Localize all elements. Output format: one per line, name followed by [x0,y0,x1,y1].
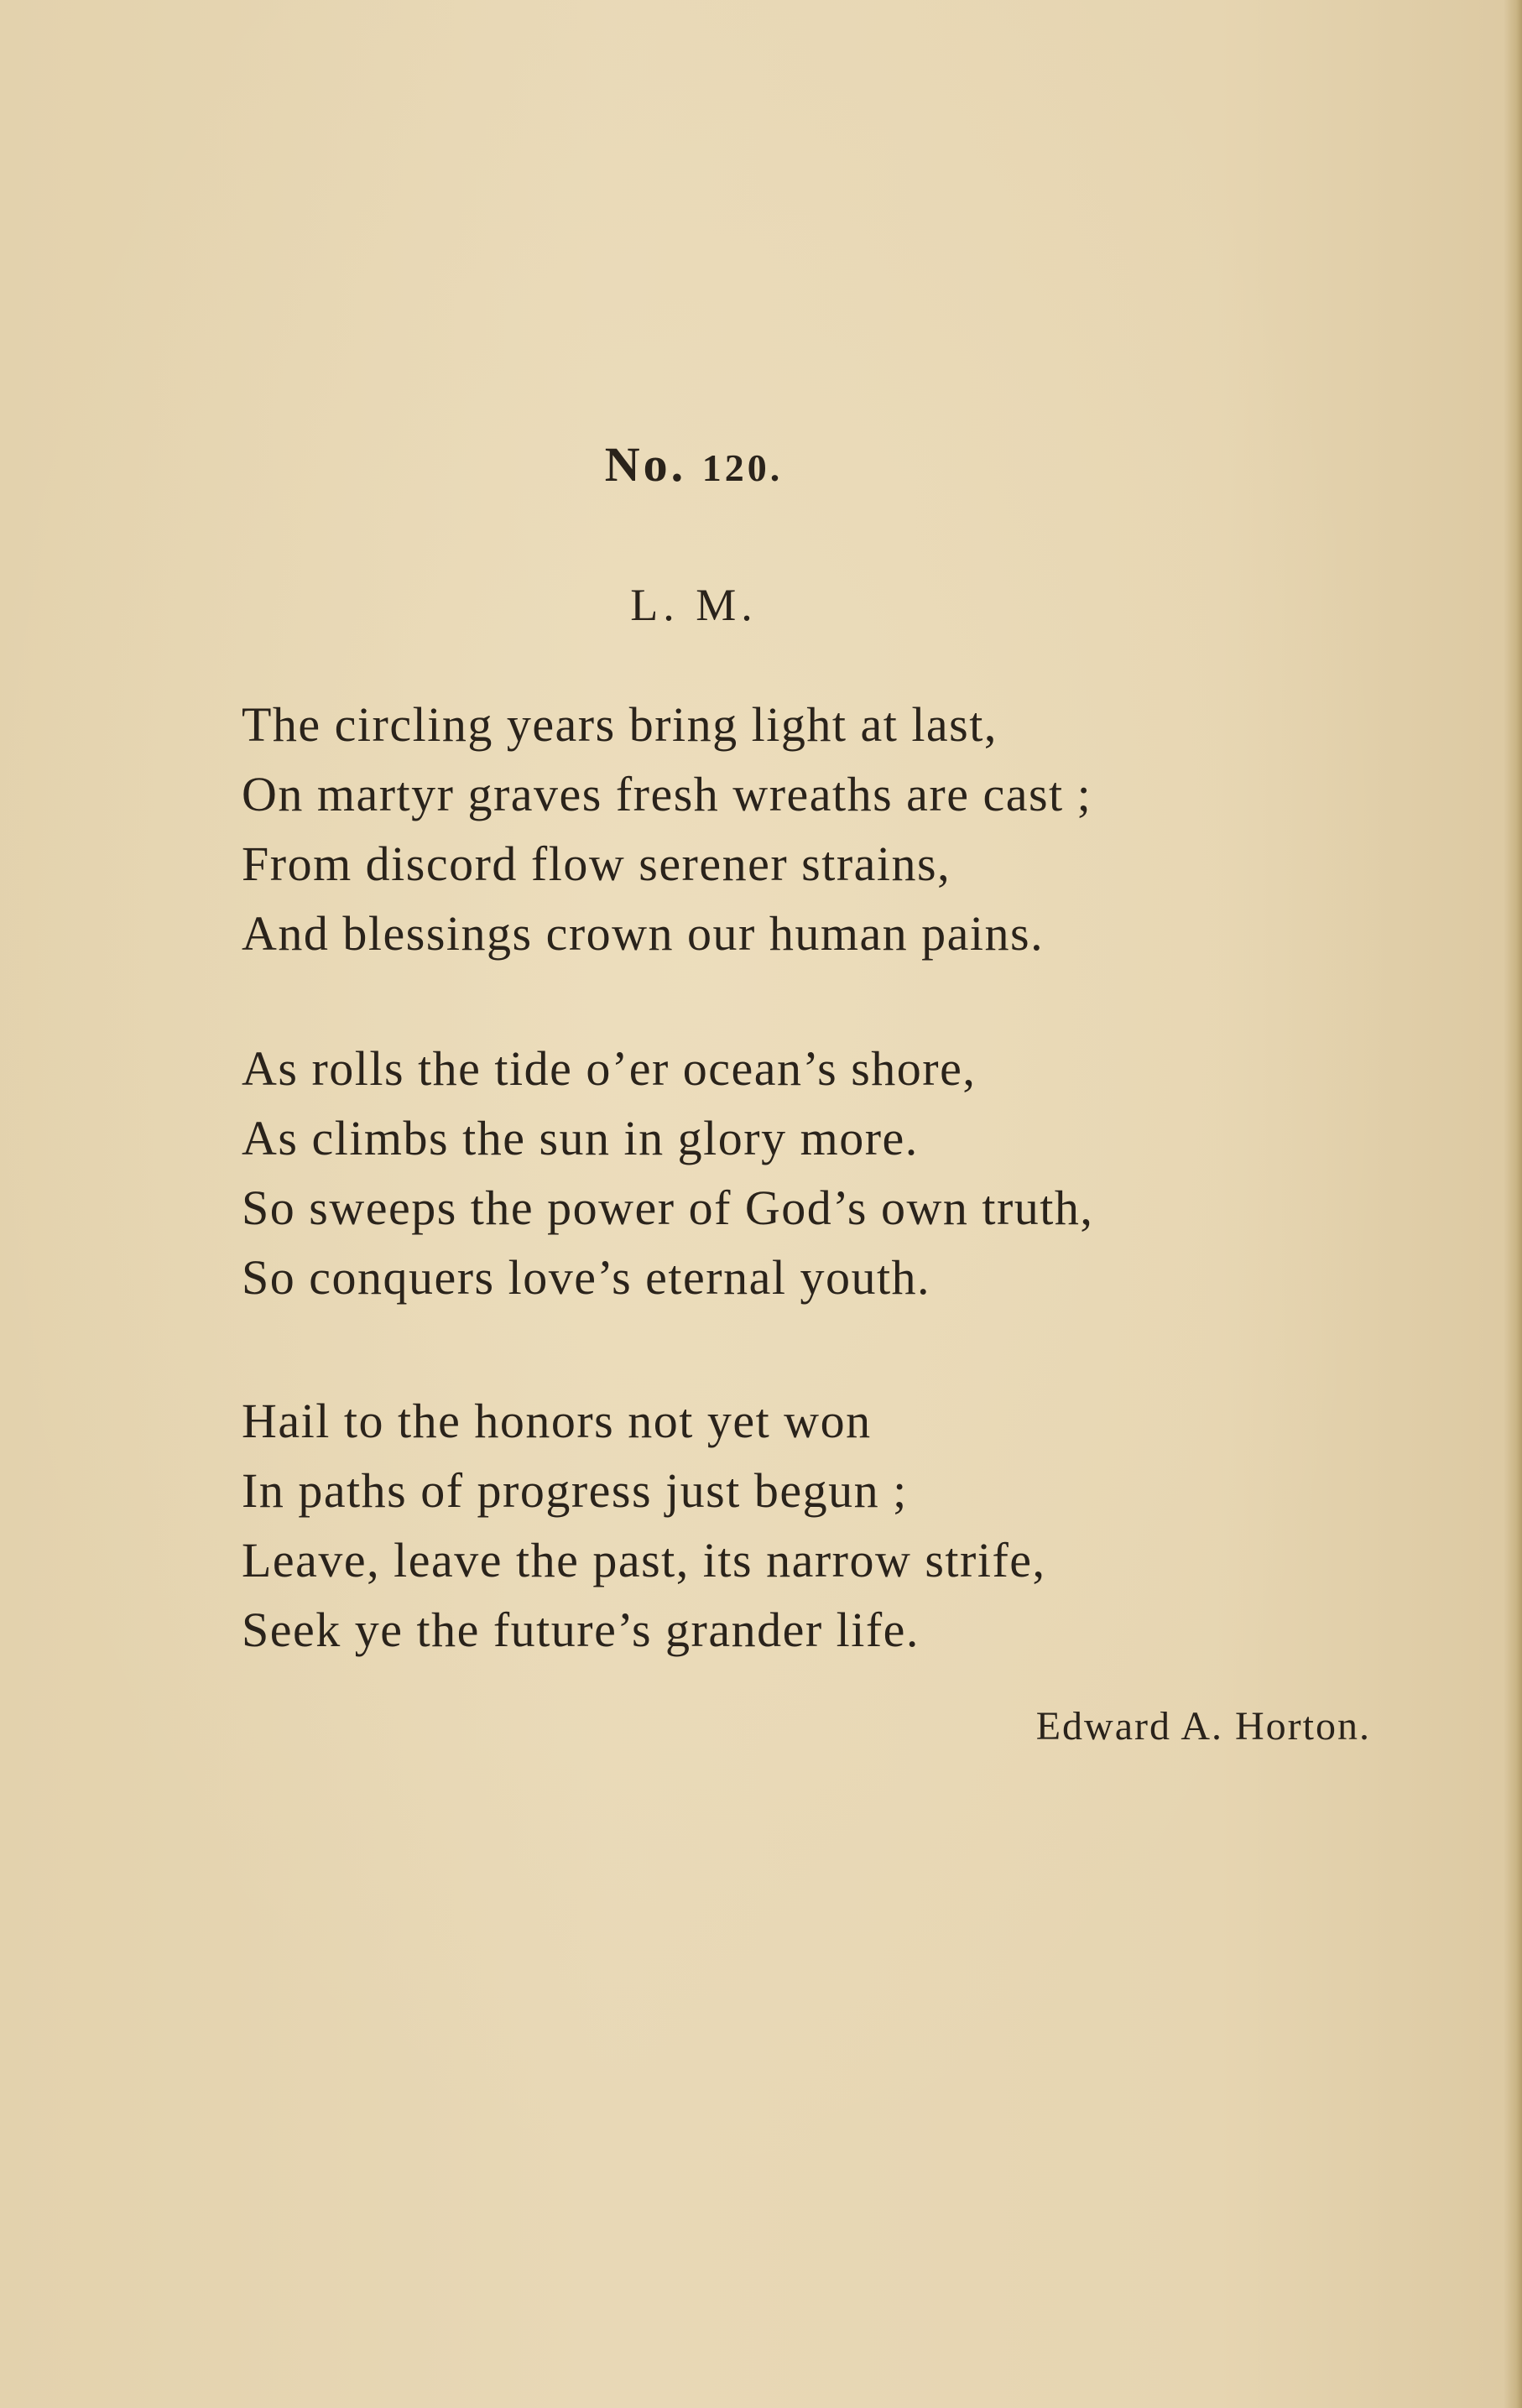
verse-line: On martyr graves fresh wreaths are cast ; [242,767,1092,821]
page-edge-shadow [1504,0,1522,2408]
stanza-2 [242,1034,1416,1312]
hymn-number [0,436,1455,493]
verse-line: As rolls the tide o’er ocean’s shore, [242,1041,977,1096]
author-attribution: Edward A. Horton. [1035,1704,1371,1749]
verse-line: And blessings crown our human pains. [242,906,1045,961]
stanza-1 [242,690,1416,968]
verse-line: So conquers love’s eternal youth. [242,1250,931,1305]
verse-line: The circling years bring light at last, [242,697,998,752]
verse-line: As climbs the sun in glory more. [242,1111,919,1165]
stanza-3 [242,1386,1416,1665]
verse-line: Hail to the honors not yet won [242,1394,872,1448]
hymn-number-value: 120. [701,446,784,489]
verse-line: In paths of progress just begun ; [242,1463,908,1518]
verse-line: Leave, leave the past, its narrow strife, [242,1533,1046,1587]
verse-line: So sweeps the power of God’s own truth, [242,1181,1094,1235]
hymn-meter: L. M. [630,580,758,630]
hymn-number-prefix: No. [604,437,687,492]
verse-line: Seek ye the future’s grander life. [242,1603,920,1657]
verse-line: From discord flow serener strains, [242,837,951,891]
